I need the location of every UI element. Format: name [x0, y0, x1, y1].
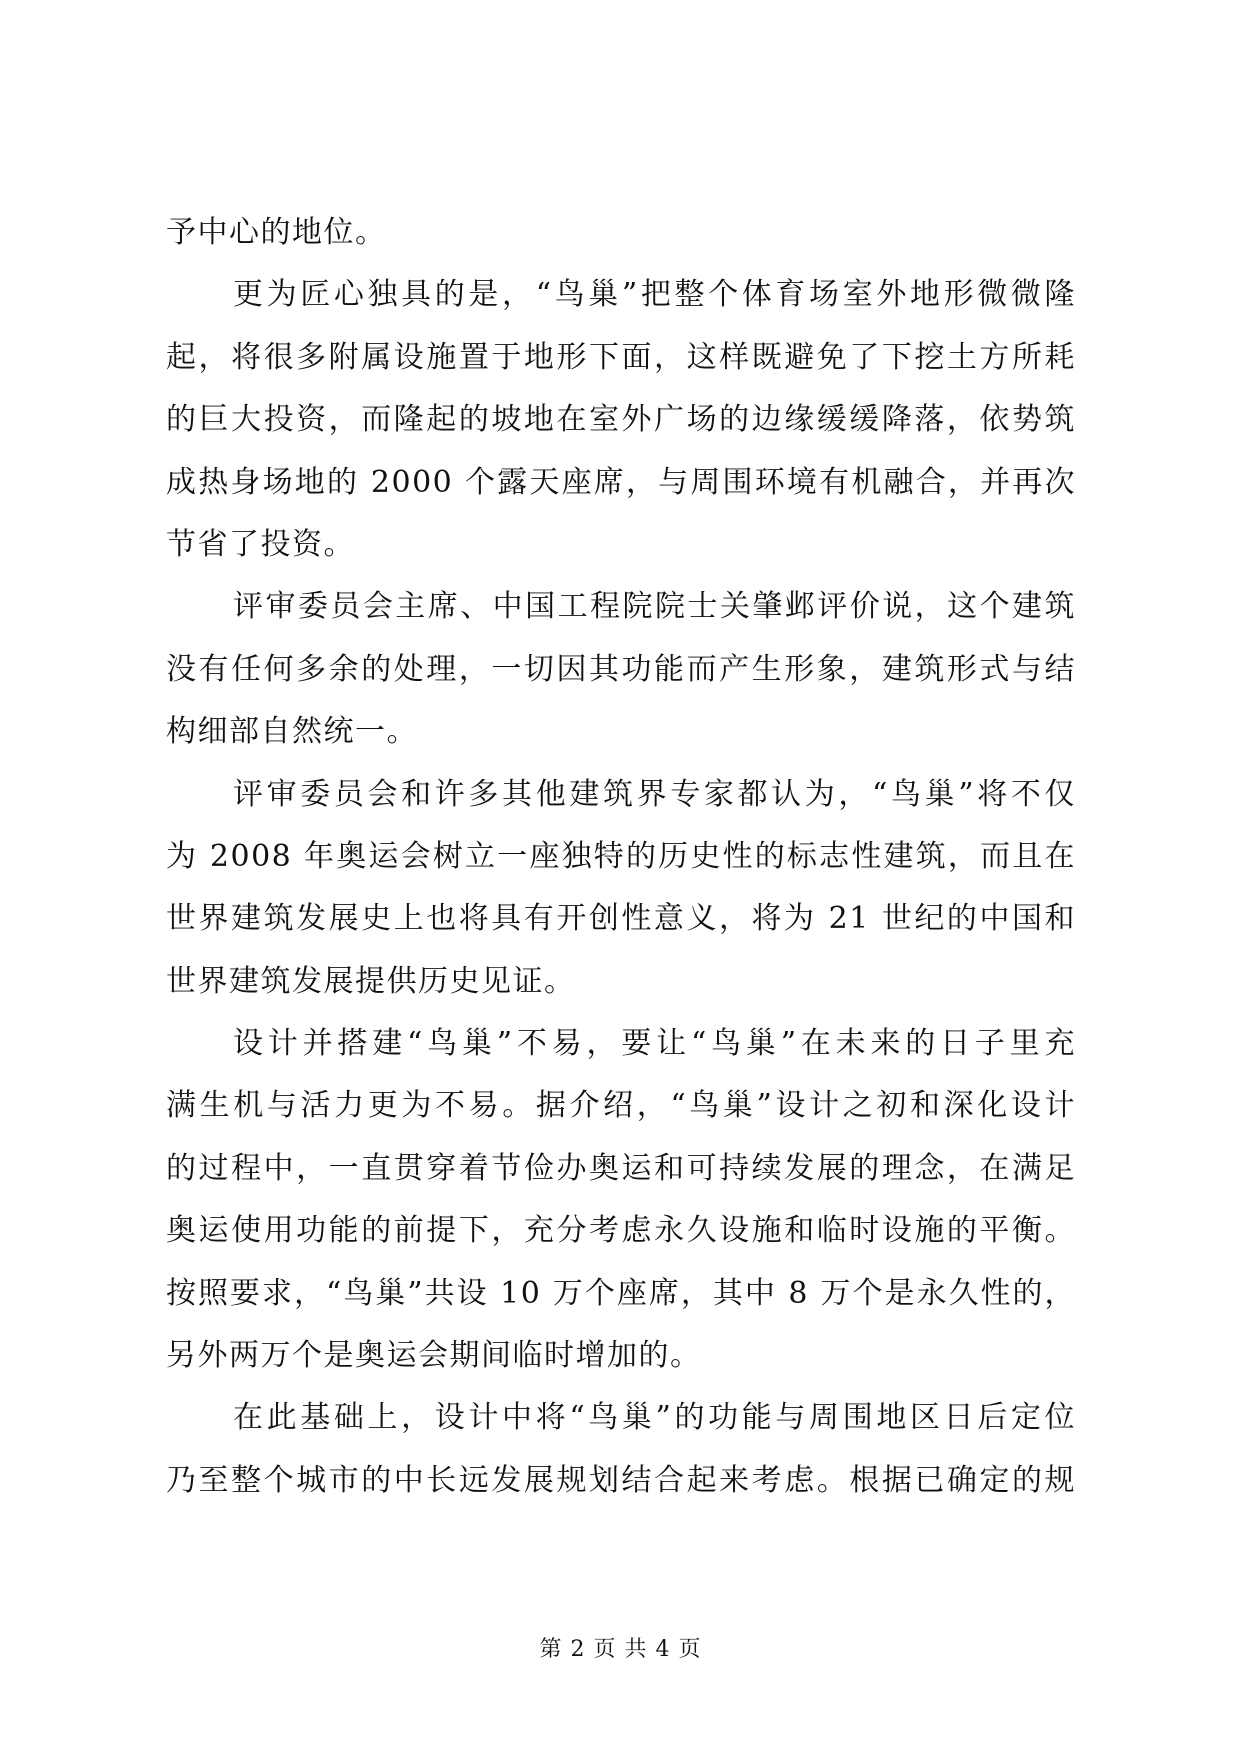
text-line: 按照要求，“鸟巢”共设 10 万个座席，其中 8 万个是永久性的，	[166, 1275, 1076, 1311]
text-line: 为 2008 年奥运会树立一座独特的历史性的标志性建筑，而且在	[166, 838, 1076, 874]
text-line: 成热身场地的 2000 个露天座席，与周围环境有机融合，并再次	[166, 464, 1076, 500]
page-footer: 第 2 页 共 4 页	[539, 1637, 702, 1662]
text-line: 节省了投资。	[166, 526, 355, 562]
text-line: 的过程中，一直贯穿着节俭办奥运和可持续发展的理念，在满足	[166, 1150, 1076, 1186]
text-line: 另外两万个是奥运会期间临时增加的。	[166, 1338, 702, 1374]
text-line: 评审委员会主席、中国工程院院士关肇邺评价说，这个建筑	[233, 589, 1076, 625]
text-line: 构细部自然统一。	[166, 714, 418, 750]
text-line: 评审委员会和许多其他建筑界专家都认为，“鸟巢”将不仅	[233, 776, 1076, 812]
text-line: 设计并搭建“鸟巢”不易，要让“鸟巢”在未来的日子里充	[233, 1026, 1076, 1062]
text-line: 世界建筑发展提供历史见证。	[166, 963, 576, 999]
text-line: 的巨大投资，而隆起的坡地在室外广场的边缘缓缓降落，依势筑	[166, 402, 1076, 438]
text-line: 乃至整个城市的中长远发展规划结合起来考虑。根据已确定的规	[166, 1462, 1076, 1498]
text-line: 没有任何多余的处理，一切因其功能而产生形象，建筑形式与结	[166, 651, 1076, 687]
body-text	[166, 202, 1076, 1512]
text-line: 奥运使用功能的前提下，充分考虑永久设施和临时设施的平衡。	[166, 1213, 1076, 1249]
text-line: 世界建筑发展史上也将具有开创性意义，将为 21 世纪的中国和	[166, 901, 1076, 937]
text-line: 起，将很多附属设施置于地形下面，这样既避免了下挖土方所耗	[166, 339, 1076, 375]
text-line: 更为匠心独具的是，“鸟巢”把整个体育场室外地形微微隆	[233, 277, 1076, 313]
text-line: 满生机与活力更为不易。据介绍，“鸟巢”设计之初和深化设计	[166, 1088, 1076, 1124]
text-line: 在此基础上，设计中将“鸟巢”的功能与周围地区日后定位	[233, 1400, 1076, 1436]
text-line: 予中心的地位。	[166, 215, 387, 250]
